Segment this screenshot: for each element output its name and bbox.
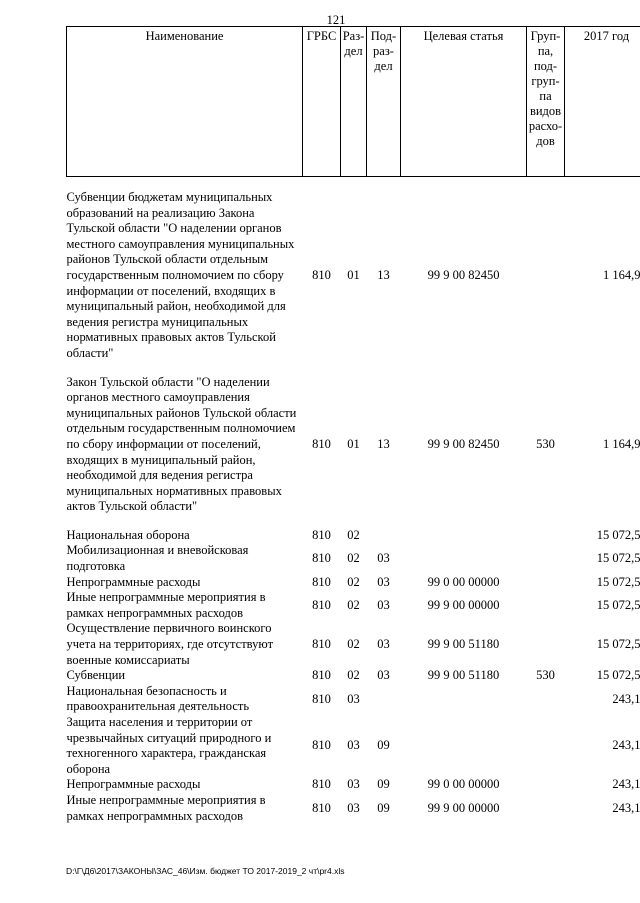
row-grbs: 810 [312, 668, 331, 683]
row-name: Иные непрограммные мероприятия в рамках непрограммных расходов [66, 590, 266, 620]
row-podrazdel: 03 [377, 668, 390, 683]
row-target-article [401, 543, 527, 574]
table-row [67, 793, 640, 824]
row-target-article: 99 9 00 00000 [427, 598, 500, 613]
row-grbs: 810 [312, 738, 331, 753]
row-razdel: 03 [347, 800, 360, 815]
row-razdel: 02 [347, 551, 360, 566]
row-razdel: 03 [347, 738, 360, 753]
row-target-article [401, 528, 527, 544]
row-target-article: 99 9 00 82450 [427, 436, 500, 451]
row-razdel: 03 [347, 777, 360, 792]
row-expense-group [527, 190, 565, 362]
row-razdel: 02 [347, 598, 360, 613]
row-spacer [67, 362, 640, 375]
row-spacer [67, 177, 640, 191]
row-amount: 243,1 [612, 738, 640, 753]
table-header [67, 27, 640, 177]
budget-table [66, 26, 640, 824]
row-podrazdel: 13 [377, 436, 390, 451]
row-spacer [67, 515, 640, 528]
header-grbs: ГРБС [303, 27, 341, 177]
row-expense-group [527, 543, 565, 574]
row-expense-group: 530 [536, 668, 555, 683]
row-target-article [401, 684, 527, 715]
row-name: Защита населения и территории от чрезвычайных ситуаций природного и техногенного характера, гражданская оборона [66, 715, 272, 776]
row-expense-group [527, 528, 565, 544]
row-expense-group [527, 684, 565, 715]
row-razdel: 01 [347, 267, 360, 282]
row-podrazdel [367, 528, 401, 544]
row-target-article [401, 715, 527, 777]
row-podrazdel: 03 [377, 574, 390, 589]
row-expense-group [527, 621, 565, 668]
row-podrazdel: 09 [377, 738, 390, 753]
row-grbs: 810 [312, 267, 331, 282]
row-grbs: 810 [312, 551, 331, 566]
row-target-article: 99 9 00 51180 [427, 637, 500, 652]
row-podrazdel: 09 [377, 800, 390, 815]
row-target-article: 99 9 00 00000 [427, 800, 500, 815]
row-razdel: 01 [347, 436, 360, 451]
file-path-footer: D:\Г\Д6\2017\ЗАКОНЫ\ЗАС_46\Изм. бюджет ТО 2017-2019_2 чт\pr4.xls [66, 866, 345, 876]
header-name: Наименование [67, 27, 303, 177]
row-amount: 15 072,5 [596, 598, 640, 613]
row-target-article: 99 0 00 00000 [427, 574, 500, 589]
row-amount: 1 164,9 [603, 267, 640, 282]
row-name: Субвенции бюджетам муниципальных образований на реализацию Закона Тульской области "О наделении органов местного самоуправления муниципальных районов Тульской области отдельным государственным полномочием по сбору информации от поселений, входящих в муниципальный район, необходимой для ведения регистра муниципальных нормативных правовых актов Тульской области" [66, 190, 295, 360]
table-row [67, 528, 640, 544]
row-target-article: 99 9 00 51180 [427, 668, 500, 683]
row-expense-group [527, 793, 565, 824]
table-row [67, 684, 640, 715]
row-podrazdel: 09 [377, 777, 390, 792]
row-name: Национальная безопасность и правоохранительная деятельность [66, 683, 250, 714]
row-podrazdel: 13 [377, 267, 390, 282]
row-target-article: 99 9 00 82450 [427, 267, 500, 282]
table-body [67, 177, 640, 825]
row-razdel: 03 [347, 691, 360, 706]
row-name: Иные непрограммные мероприятия в рамках непрограммных расходов [66, 792, 266, 823]
row-podrazdel: 03 [377, 637, 390, 652]
header-podrazdel: Под- раз- дел [367, 27, 401, 177]
row-name: Мобилизационная и вневойсковая подготовка [66, 543, 249, 574]
table-row [67, 375, 640, 515]
row-grbs: 810 [312, 800, 331, 815]
row-name: Непрограммные расходы [66, 777, 201, 792]
row-amount: 15 072,5 [596, 668, 640, 683]
row-razdel: 02 [347, 637, 360, 652]
row-name: Субвенции [66, 668, 126, 683]
row-expense-group [527, 715, 565, 777]
row-grbs: 810 [312, 637, 331, 652]
page-number: 121 [326, 13, 346, 27]
row-expense-group: 530 [536, 436, 555, 451]
row-amount: 243,1 [612, 691, 640, 706]
table-row [67, 190, 640, 362]
row-name: Непрограммные расходы [66, 574, 201, 589]
row-name: Закон Тульской области "О наделении органов местного самоуправления муниципальных районов Тульской области отдельным государственным полномочием по сбору информации от поселений, входящих в муниципальный район, необходимой для ведения регистра муниципальных нормативных правовых актов Тульской области" [66, 374, 297, 514]
row-target-article: 99 0 00 00000 [427, 777, 500, 792]
row-amount: 15 072,5 [596, 637, 640, 652]
row-grbs: 810 [312, 574, 331, 589]
row-amount: 15 072,5 [596, 527, 640, 542]
row-expense-group [527, 590, 565, 621]
row-amount: 243,1 [612, 777, 640, 792]
table-row [67, 715, 640, 777]
row-grbs: 810 [312, 598, 331, 613]
row-razdel: 02 [347, 668, 360, 683]
header-year: 2017 год [565, 27, 640, 177]
row-razdel: 02 [347, 574, 360, 589]
row-name: Осуществление первичного воинского учета на территориях, где отсутствуют военные комиссариаты [66, 621, 274, 667]
row-amount: 15 072,5 [596, 574, 640, 589]
header-expense-group: Груп- па, под- груп- па видов расхо- дов [527, 27, 565, 177]
header-razdel: Раз- дел [341, 27, 367, 177]
row-podrazdel: 03 [377, 551, 390, 566]
table-row [67, 777, 640, 793]
header-target-article: Целевая статья [401, 27, 527, 177]
table-row [67, 621, 640, 668]
row-grbs: 810 [312, 777, 331, 792]
table-row [67, 590, 640, 621]
row-amount: 243,1 [612, 800, 640, 815]
row-podrazdel [367, 684, 401, 715]
row-amount: 15 072,5 [596, 551, 640, 566]
row-grbs: 810 [312, 691, 331, 706]
row-grbs: 810 [312, 436, 331, 451]
row-amount: 1 164,9 [603, 436, 640, 451]
table-row [67, 575, 640, 591]
table-row [67, 668, 640, 684]
row-expense-group [527, 575, 565, 591]
table-row [67, 543, 640, 574]
row-podrazdel: 03 [377, 598, 390, 613]
row-name: Национальная оборона [66, 527, 190, 542]
row-razdel: 02 [347, 527, 360, 542]
row-expense-group [527, 777, 565, 793]
row-grbs: 810 [312, 527, 331, 542]
